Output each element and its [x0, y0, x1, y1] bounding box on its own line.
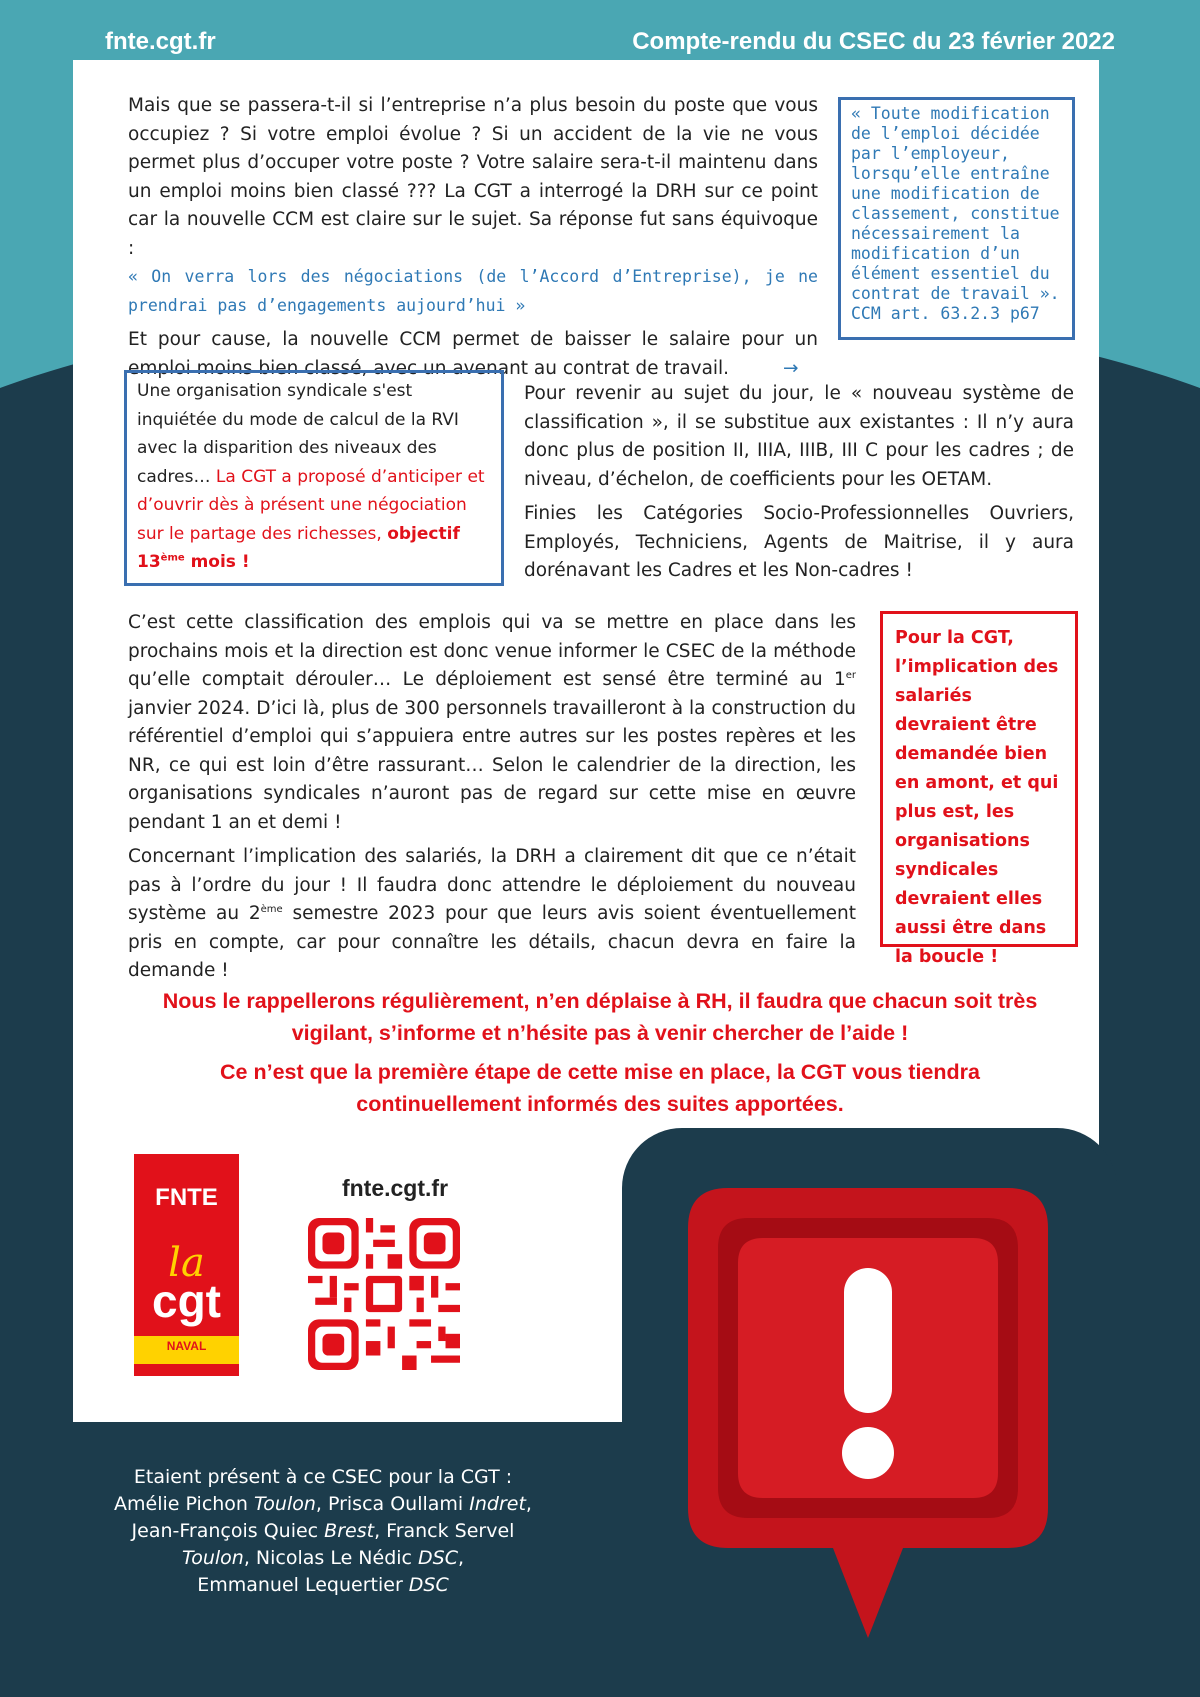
classification-p2: Finies les Catégories Socio-Professionnelles Ouvriers, Employés, Techniciens, Agents de Maitrise, il y aura dorénavant les Cadres et les Non-cadres !: [524, 503, 1074, 581]
cgt-opinion-text: Pour la CGT, l’implication des salariés devraient être demandée bien en amont, et qui plus est, les organisations syndicales devraient elles aussi être dans la boucle !: [895, 628, 1059, 967]
intro-followup: Et pour cause, la nouvelle CCM permet de baisser le salaire pour un emploi moins bien classé, avec un avenant au contrat de travail.: [128, 329, 818, 379]
intro-block: [128, 92, 818, 383]
ccm-quote-text: « Toute modification de l’emploi décidée par l’employeur, lorsqu’elle entraîne une modification de classement, constitue nécessairement la modification d’un élément essentiel du contrat de travail ». CCM art. 63.2.3 p67: [851, 104, 1060, 323]
intro-text: Mais que se passera-t-il si l’entreprise n’a plus besoin du poste que vous occupiez ? Si votre emploi évolue ? Si un accident de la vie ne vous permet plus d’occuper votre poste ? Votre salaire sera-t-il maintenu dans un emploi moins bien classé ??? La CGT a interrogé la DRH sur ce point car la nouvelle CCM est claire sur le sujet. Sa réponse fut sans équivoque :: [128, 95, 818, 259]
rvi-box: [124, 370, 504, 586]
classification-block: [524, 380, 1074, 586]
cgt-opinion-box: [880, 611, 1078, 967]
rvi-goal: objectif 13ème mois !: [137, 523, 460, 572]
arrow-right-icon: →: [782, 357, 799, 379]
report-title: Compte-rendu du CSEC du 23 février 2022: [632, 28, 1115, 55]
deployment-p2: Concernant l’implication des salariés, la DRH a clairement dit que ce n’était pas à l’ordre du jour ! Il faudra donc attendre le déploiement du nouveau système au 2ème semestre 2023 pour que leurs avis soient éventuellement pris en compte, car pour connaître les détails, chacun devra en faire la demande !: [128, 846, 856, 981]
qr-code-icon[interactable]: [308, 1218, 460, 1370]
deployment-block: [128, 609, 856, 986]
site-url[interactable]: fnte.cgt.fr: [105, 28, 216, 55]
ccm-quote-box: [838, 97, 1075, 340]
alert-exclamation-icon: [668, 1168, 1068, 1658]
rvi-highlight: La CGT a proposé d’anticiper et d’ouvrir dès à présent une négociation sur le partage des richesses,: [137, 466, 485, 544]
callout-line-4: continuellement informés des suites apportées.: [356, 1092, 844, 1116]
logo-fnte: FNTE: [155, 1184, 218, 1211]
logo-cgt: cgt: [152, 1275, 221, 1327]
qr-label[interactable]: fnte.cgt.fr: [341, 1175, 449, 1201]
callout-line-2: vigilant, s’informe et n’hésite pas à venir chercher de l’aide !: [291, 1021, 909, 1045]
deployment-p1: C’est cette classification des emplois qui va se mettre en place dans les prochains mois et la direction est donc venue informer le CSEC de la méthode qu’elle comptait dérouler… Le déploiement est sensé être terminé au 1er janvier 2024. D’ici là, plus de 300 personnels travailleront à la construction du référentiel d’emploi qui s’appuiera entre autres sur les postes repères et les NR, ce qui est loin d’être rassurant… Selon le calendrier de la direction, les organisations syndicales n’auront pas de regard sur cette mise en œuvre pendant 1 an et demi !: [128, 612, 856, 833]
callout-line-1: Nous le rappellerons régulièrement, n’en déplaise à RH, il faudra que chacun soit très: [162, 989, 1038, 1013]
logo-naval: NAVAL: [134, 1336, 239, 1364]
callout-line-3: Ce n’est que la première étape de cette mise en place, la CGT vous tiendra: [220, 1060, 980, 1084]
logo-la: la: [168, 1240, 205, 1286]
attendees-title: Etaient présent à ce CSEC pour la CGT :: [133, 1466, 513, 1488]
classification-p1: Pour revenir au sujet du jour, le « nouveau système de classification », il se substitue aux existantes : Il n’y aura donc plus de position II, IIIA, IIIB, III C pour les cadres ; de niveau, d’échelon, de coefficients pour les OETAM.: [524, 383, 1074, 490]
rvi-text: Une organisation syndicale s'est inquiétée du mode de calcul de la RVI avec la disparition des niveaux des cadres…: [137, 381, 459, 487]
cgt-logo: [134, 1154, 239, 1376]
attendees-block: Etaient présent à ce CSEC pour la CGT : Amélie Pichon Toulon, Prisca Oullami Indret, Jean-François Quiec Brest, Franck Servel Toulon, Nicolas Le Nédic DSC, Emmanuel Lequertier DSC: [114, 1466, 532, 1596]
drh-quote: « On verra lors des négociations (de l’Accord d’Entreprise), je ne prendrai pas d’engagements aujourd’hui »: [128, 267, 818, 315]
